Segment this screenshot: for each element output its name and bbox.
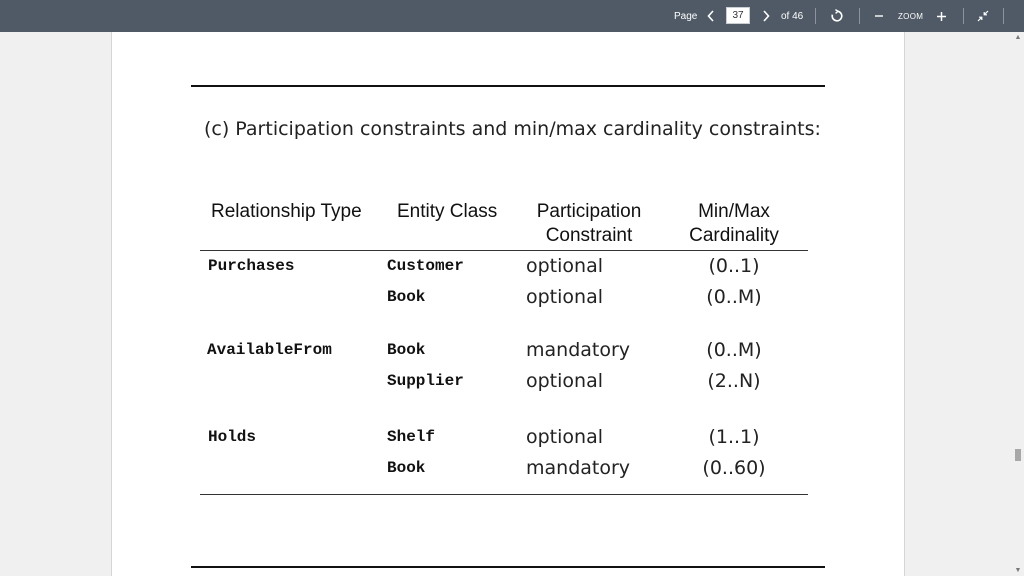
table-bottom-rule [200,494,808,495]
page-number-input[interactable] [726,7,750,24]
scroll-thumb[interactable] [1015,449,1021,461]
vertical-scrollbar[interactable] [1012,32,1024,576]
scroll-up-arrow-icon[interactable]: ▲ [1014,34,1022,41]
page-label: Page [674,10,698,22]
rotate-button[interactable] [828,0,846,32]
minus-icon [874,11,884,21]
participation-cell: mandatory [526,339,631,361]
participation-cell: optional [526,426,604,448]
relationship-holds: Holds [208,428,257,446]
chevron-left-icon [707,10,715,22]
zoom-in-button[interactable] [933,0,949,32]
total-pages-label: of 46 [781,10,804,22]
previous-page-button[interactable] [704,0,718,32]
cardinality-cell: (0..M) [706,286,762,308]
next-page-button[interactable] [759,0,773,32]
header-cardinality-line2: Cardinality [689,225,779,246]
toolbar-divider [963,8,964,24]
participation-cell: optional [526,255,604,277]
exit-fullscreen-button[interactable] [975,0,991,32]
entity-cell: Book [387,459,426,477]
cardinality-cell: (2..N) [707,370,761,392]
zoom-label: ZOOM [898,11,924,21]
bottom-rule [191,566,825,568]
header-entity-class: Entity Class [397,201,498,222]
figure-caption: (c) Participation constraints and min/max cardinality constraints: [204,118,821,140]
header-cardinality [674,200,794,248]
relationship-availablefrom: AvailableFrom [207,341,332,359]
header-cardinality-line1: Min/Max [698,201,770,222]
collapse-icon [977,10,989,22]
document-page [111,32,905,576]
scroll-down-arrow-icon[interactable]: ▼ [1014,567,1022,574]
toolbar-divider [859,8,860,24]
entity-cell: Supplier [387,372,464,390]
toolbar-divider [815,8,816,24]
entity-cell: Shelf [387,428,436,446]
cardinality-cell: (0..M) [706,339,762,361]
header-participation-line1: Participation [536,201,642,222]
header-participation-line2: Constraint [545,225,633,246]
participation-cell: optional [526,286,604,308]
cardinality-cell: (1..1) [708,426,760,448]
chevron-right-icon [762,10,770,22]
header-relationship-type: Relationship Type [211,201,362,222]
header-participation [519,200,659,248]
relationship-purchases: Purchases [208,257,295,275]
top-rule [191,85,825,87]
zoom-out-button[interactable] [872,0,886,32]
participation-cell: optional [526,370,604,392]
entity-cell: Customer [387,257,464,275]
cardinality-cell: (0..1) [708,255,760,277]
header-rule [200,250,808,251]
rotate-icon [830,9,844,23]
toolbar-divider [1003,8,1004,24]
plus-icon [936,11,947,22]
entity-cell: Book [387,288,426,306]
participation-cell: mandatory [526,457,631,479]
pdf-toolbar [0,0,1024,32]
entity-cell: Book [387,341,426,359]
cardinality-cell: (0..60) [702,457,766,479]
